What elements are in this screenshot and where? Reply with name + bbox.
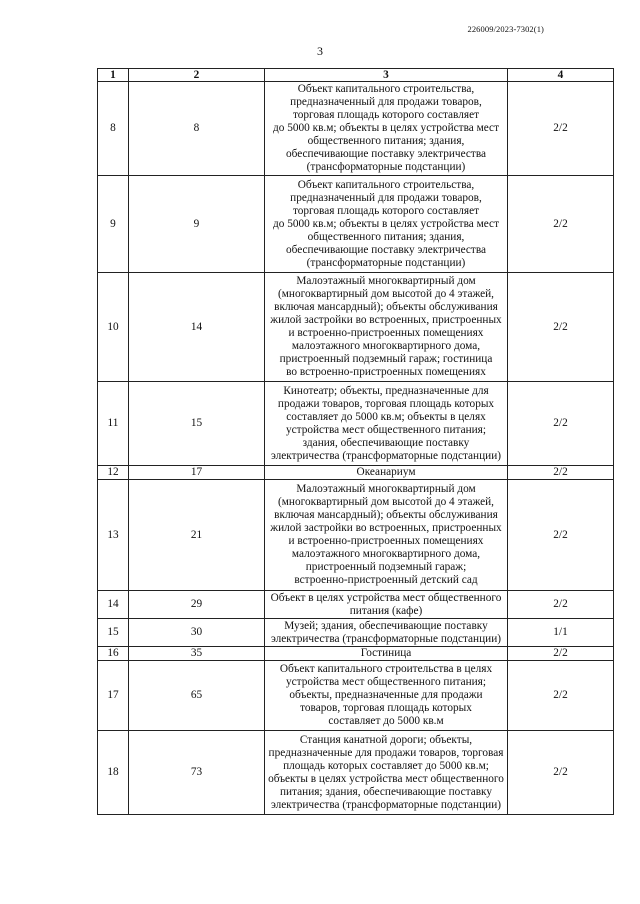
row-description: Объект капитального строительства, предназначенный для продажи товаров, торговая площадь которого составляет до 5000 кв.м; объекты в целях устройства мест общественного питания; здания, обеспечивающие поставку электричества (трансформаторные подстанции) [265, 176, 508, 273]
row-value: 1/1 [508, 619, 614, 647]
row-description: Объект в целях устройства мест общественного питания (кафе) [265, 591, 508, 619]
row-number: 16 [98, 647, 129, 661]
row-value: 2/2 [508, 82, 614, 176]
row-description: Кинотеатр; объекты, предназначенные для продажи товаров, торговая площадь которых составляет до 5000 кв.м; объекты в целях устройства мест общественного питания; здания, обеспечивающие поставку электричества (трансформаторные подстанции) [265, 382, 508, 466]
row-value: 2/2 [508, 466, 614, 480]
table-row [98, 466, 614, 480]
table-row [98, 591, 614, 619]
row-value: 2/2 [508, 176, 614, 273]
row-code: 21 [129, 480, 265, 591]
row-value: 2/2 [508, 647, 614, 661]
row-number: 10 [98, 273, 129, 382]
row-value: 2/2 [508, 273, 614, 382]
row-number: 14 [98, 591, 129, 619]
row-number: 15 [98, 619, 129, 647]
row-code: 9 [129, 176, 265, 273]
row-code: 14 [129, 273, 265, 382]
row-description: Гостиница [265, 647, 508, 661]
row-value: 2/2 [508, 382, 614, 466]
row-description: Океанариум [265, 466, 508, 480]
row-description: Объект капитального строительства, предназначенный для продажи товаров, торговая площадь которого составляет до 5000 кв.м; объекты в целях устройства мест общественного питания; здания, обеспечивающие поставку электричества (трансформаторные подстанции) [265, 82, 508, 176]
table-row [98, 647, 614, 661]
row-code: 73 [129, 731, 265, 815]
zoning-table [97, 68, 614, 815]
row-code: 29 [129, 591, 265, 619]
table-row [98, 382, 614, 466]
row-value: 2/2 [508, 591, 614, 619]
table-row [98, 82, 614, 176]
row-code: 8 [129, 82, 265, 176]
row-code: 17 [129, 466, 265, 480]
row-value: 2/2 [508, 731, 614, 815]
row-code: 15 [129, 382, 265, 466]
row-number: 11 [98, 382, 129, 466]
column-header: 2 [129, 69, 265, 82]
row-number: 17 [98, 661, 129, 731]
table-row [98, 273, 614, 382]
column-header: 1 [98, 69, 129, 82]
table-row [98, 176, 614, 273]
table-row [98, 480, 614, 591]
table-row [98, 661, 614, 731]
row-code: 65 [129, 661, 265, 731]
row-number: 8 [98, 82, 129, 176]
table-row [98, 731, 614, 815]
row-description: Объект капитального строительства в целях устройства мест общественного питания; объекты, предназначенные для продажи товаров, торговая площадь которых составляет до 5000 кв.м [265, 661, 508, 731]
row-description: Малоэтажный многоквартирный дом (многоквартирный дом высотой до 4 этажей, включая мансардный); объекты обслуживания жилой застройки во встроенных, пристроенных и встроенно-пристроенных помещениях малоэтажного многоквартирного дома, пристроенный подземный гараж; встроенно-пристроенный детский сад [265, 480, 508, 591]
column-header: 3 [265, 69, 508, 82]
row-description: Малоэтажный многоквартирный дом (многоквартирный дом высотой до 4 этажей, включая мансардный); объекты обслуживания жилой застройки во встроенных, пристроенных и встроенно-пристроенных помещениях малоэтажного многоквартирного дома, пристроенный подземный гараж; гостиница во встроенно-пристроенных помещениях [265, 273, 508, 382]
document-id: 226009/2023-7302(1) [467, 24, 544, 34]
page-number: 3 [317, 44, 323, 58]
row-code: 35 [129, 647, 265, 661]
row-number: 9 [98, 176, 129, 273]
row-number: 12 [98, 466, 129, 480]
row-value: 2/2 [508, 480, 614, 591]
header-row [98, 69, 614, 82]
row-value: 2/2 [508, 661, 614, 731]
row-code: 30 [129, 619, 265, 647]
row-description: Станция канатной дороги; объекты, предназначенные для продажи товаров, торговая площадь которых составляет до 5000 кв.м; объекты в целях устройства мест общественного питания; здания, обеспечивающие поставку электричества (трансформаторные подстанции) [265, 731, 508, 815]
column-header: 4 [508, 69, 614, 82]
row-description: Музей; здания, обеспечивающие поставку электричества (трансформаторные подстанции) [265, 619, 508, 647]
row-number: 13 [98, 480, 129, 591]
table-row [98, 619, 614, 647]
row-number: 18 [98, 731, 129, 815]
